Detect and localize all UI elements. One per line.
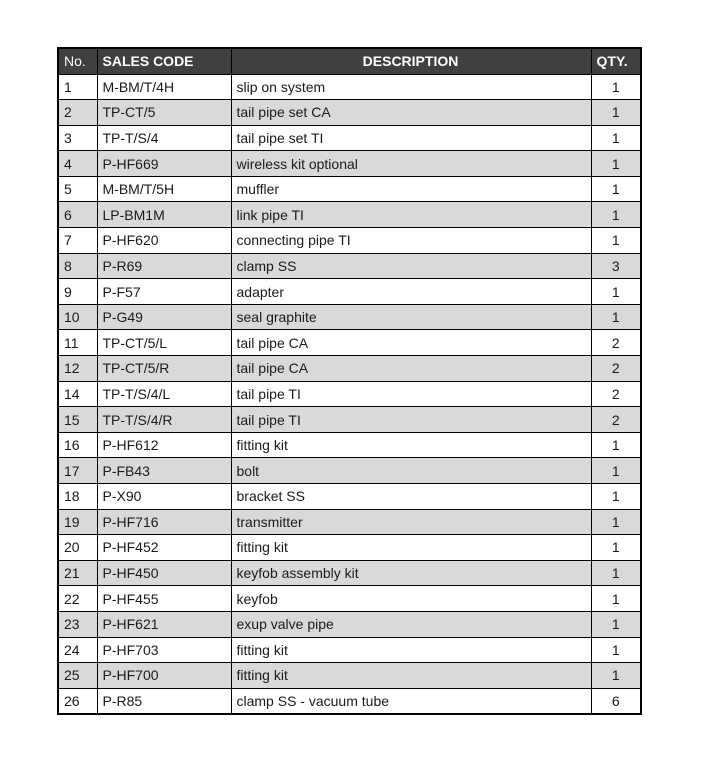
cell-qty: 1 xyxy=(591,509,641,535)
cell-no: 12 xyxy=(58,356,97,382)
column-header-sales-code: SALES CODE xyxy=(97,48,231,74)
cell-description: fitting kit xyxy=(231,535,591,561)
cell-qty: 1 xyxy=(591,74,641,100)
cell-sales-code: P-HF621 xyxy=(97,611,231,637)
cell-no: 2 xyxy=(58,100,97,126)
cell-description: clamp SS xyxy=(231,253,591,279)
cell-description: slip on system xyxy=(231,74,591,100)
column-header-description: DESCRIPTION xyxy=(231,48,591,74)
cell-description: transmitter xyxy=(231,509,591,535)
cell-sales-code: P-HF452 xyxy=(97,535,231,561)
cell-sales-code: P-X90 xyxy=(97,484,231,510)
cell-no: 10 xyxy=(58,304,97,330)
cell-qty: 1 xyxy=(591,228,641,254)
parts-table xyxy=(57,47,642,715)
table-row xyxy=(58,74,641,100)
column-header-qty: QTY. xyxy=(591,48,641,74)
cell-sales-code: P-F57 xyxy=(97,279,231,305)
table-row xyxy=(58,407,641,433)
cell-qty: 1 xyxy=(591,100,641,126)
cell-sales-code: P-HF703 xyxy=(97,637,231,663)
cell-sales-code: P-FB43 xyxy=(97,458,231,484)
table-row xyxy=(58,202,641,228)
table-row xyxy=(58,125,641,151)
cell-description: seal graphite xyxy=(231,304,591,330)
cell-no: 26 xyxy=(58,688,97,714)
table-row xyxy=(58,586,641,612)
cell-sales-code: TP-T/S/4 xyxy=(97,125,231,151)
cell-no: 7 xyxy=(58,228,97,254)
cell-sales-code: TP-CT/5 xyxy=(97,100,231,126)
cell-qty: 1 xyxy=(591,560,641,586)
cell-description: tail pipe TI xyxy=(231,381,591,407)
table-row xyxy=(58,228,641,254)
table-row xyxy=(58,560,641,586)
cell-qty: 6 xyxy=(591,688,641,714)
cell-sales-code: TP-CT/5/R xyxy=(97,356,231,382)
cell-no: 21 xyxy=(58,560,97,586)
table-row xyxy=(58,151,641,177)
cell-no: 16 xyxy=(58,432,97,458)
cell-qty: 1 xyxy=(591,279,641,305)
cell-description: fitting kit xyxy=(231,637,591,663)
cell-sales-code: P-HF450 xyxy=(97,560,231,586)
cell-no: 4 xyxy=(58,151,97,177)
table-row xyxy=(58,458,641,484)
table-row xyxy=(58,279,641,305)
table-row xyxy=(58,330,641,356)
cell-qty: 3 xyxy=(591,253,641,279)
cell-description: keyfob assembly kit xyxy=(231,560,591,586)
table-row xyxy=(58,176,641,202)
table-header-row xyxy=(58,48,641,74)
cell-sales-code: P-HF620 xyxy=(97,228,231,254)
cell-sales-code: P-R85 xyxy=(97,688,231,714)
cell-sales-code: M-BM/T/5H xyxy=(97,176,231,202)
cell-qty: 2 xyxy=(591,407,641,433)
cell-qty: 1 xyxy=(591,432,641,458)
cell-no: 17 xyxy=(58,458,97,484)
table-row xyxy=(58,688,641,714)
cell-qty: 1 xyxy=(591,151,641,177)
cell-no: 11 xyxy=(58,330,97,356)
cell-qty: 1 xyxy=(591,535,641,561)
cell-no: 9 xyxy=(58,279,97,305)
cell-sales-code: P-HF455 xyxy=(97,586,231,612)
cell-qty: 1 xyxy=(591,637,641,663)
cell-no: 18 xyxy=(58,484,97,510)
cell-description: bracket SS xyxy=(231,484,591,510)
cell-no: 6 xyxy=(58,202,97,228)
cell-no: 1 xyxy=(58,74,97,100)
table-row xyxy=(58,381,641,407)
cell-description: fitting kit xyxy=(231,432,591,458)
table-row xyxy=(58,100,641,126)
cell-no: 24 xyxy=(58,637,97,663)
cell-no: 23 xyxy=(58,611,97,637)
cell-sales-code: P-HF612 xyxy=(97,432,231,458)
cell-sales-code: P-G49 xyxy=(97,304,231,330)
cell-description: tail pipe set TI xyxy=(231,125,591,151)
cell-qty: 2 xyxy=(591,330,641,356)
cell-sales-code: TP-T/S/4/R xyxy=(97,407,231,433)
cell-no: 15 xyxy=(58,407,97,433)
cell-description: tail pipe set CA xyxy=(231,100,591,126)
cell-no: 22 xyxy=(58,586,97,612)
cell-description: wireless kit optional xyxy=(231,151,591,177)
cell-description: connecting pipe TI xyxy=(231,228,591,254)
cell-sales-code: LP-BM1M xyxy=(97,202,231,228)
cell-description: adapter xyxy=(231,279,591,305)
table-row xyxy=(58,611,641,637)
parts-table-body xyxy=(58,74,641,714)
cell-description: bolt xyxy=(231,458,591,484)
table-row xyxy=(58,509,641,535)
cell-qty: 1 xyxy=(591,202,641,228)
cell-description: exup valve pipe xyxy=(231,611,591,637)
cell-no: 14 xyxy=(58,381,97,407)
cell-description: muffler xyxy=(231,176,591,202)
table-row xyxy=(58,432,641,458)
cell-qty: 1 xyxy=(591,586,641,612)
cell-description: link pipe TI xyxy=(231,202,591,228)
cell-qty: 1 xyxy=(591,176,641,202)
cell-sales-code: P-HF700 xyxy=(97,663,231,689)
cell-description: clamp SS - vacuum tube xyxy=(231,688,591,714)
table-row xyxy=(58,637,641,663)
cell-no: 20 xyxy=(58,535,97,561)
cell-no: 3 xyxy=(58,125,97,151)
table-row xyxy=(58,304,641,330)
cell-no: 5 xyxy=(58,176,97,202)
cell-description: tail pipe TI xyxy=(231,407,591,433)
cell-sales-code: TP-CT/5/L xyxy=(97,330,231,356)
cell-no: 25 xyxy=(58,663,97,689)
table-row xyxy=(58,253,641,279)
cell-no: 19 xyxy=(58,509,97,535)
cell-qty: 1 xyxy=(591,304,641,330)
column-header-no: No. xyxy=(58,48,97,74)
cell-description: tail pipe CA xyxy=(231,330,591,356)
cell-qty: 1 xyxy=(591,663,641,689)
cell-sales-code: TP-T/S/4/L xyxy=(97,381,231,407)
cell-description: tail pipe CA xyxy=(231,356,591,382)
cell-qty: 2 xyxy=(591,356,641,382)
cell-sales-code: P-R69 xyxy=(97,253,231,279)
cell-qty: 1 xyxy=(591,125,641,151)
cell-sales-code: M-BM/T/4H xyxy=(97,74,231,100)
cell-description: keyfob xyxy=(231,586,591,612)
cell-sales-code: P-HF669 xyxy=(97,151,231,177)
table-row xyxy=(58,356,641,382)
cell-qty: 1 xyxy=(591,458,641,484)
table-row xyxy=(58,484,641,510)
cell-qty: 1 xyxy=(591,611,641,637)
table-row xyxy=(58,663,641,689)
cell-no: 8 xyxy=(58,253,97,279)
cell-description: fitting kit xyxy=(231,663,591,689)
cell-qty: 1 xyxy=(591,484,641,510)
cell-sales-code: P-HF716 xyxy=(97,509,231,535)
table-row xyxy=(58,535,641,561)
cell-qty: 2 xyxy=(591,381,641,407)
